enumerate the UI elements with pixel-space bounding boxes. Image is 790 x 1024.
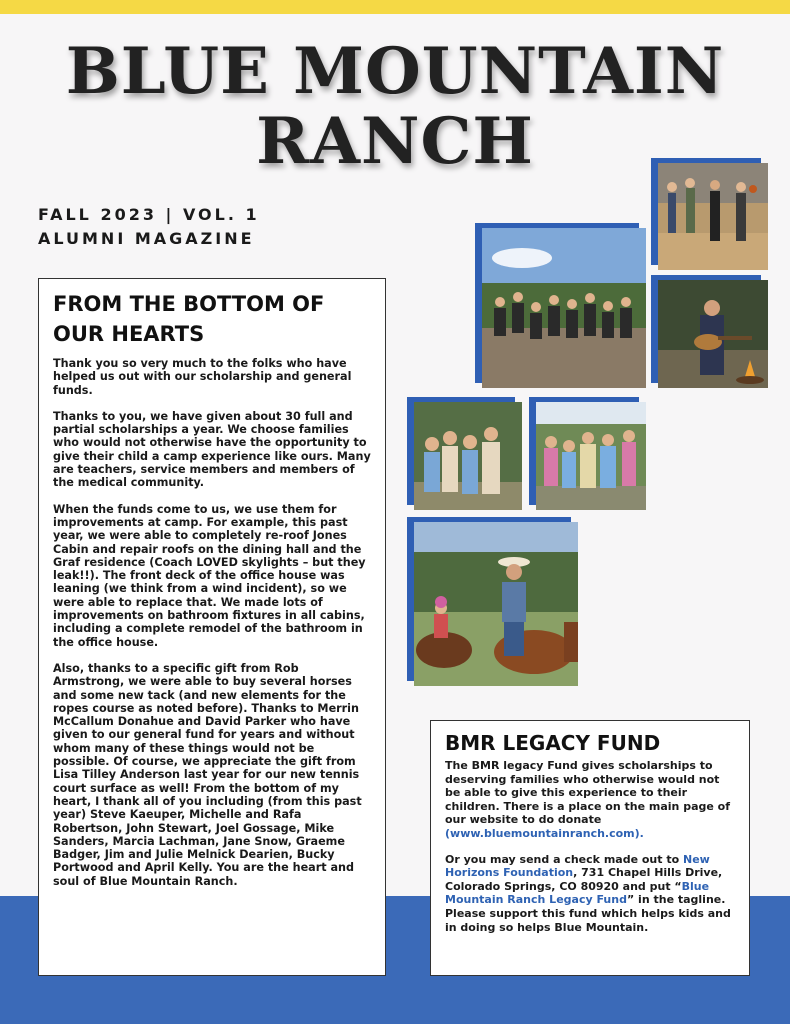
legacy-text: , 731 Chapel Hills Drive, Colorado Springs, CO 80920 and put “ xyxy=(445,866,723,893)
legacy-paragraph-1 xyxy=(445,759,735,841)
masthead-title-line1: BLUE MOUNTAIN xyxy=(65,34,725,109)
issue-info xyxy=(38,203,260,251)
legacy-fund-link[interactable]: Blue Mountain Ranch Legacy Fund xyxy=(445,879,710,907)
top-accent-bar xyxy=(0,0,790,14)
article-paragraph: Also, thanks to a specific gift from Rob Armstrong, we were able to buy several horses and some new tack (and new elements for the ropes course as noted before). Thanks to Merrin McCallum Donahue and David Parker who have given to our general fund for years and without whom many of these things would not be possible. Of course, we appreciate the gift from Lisa Tilley Anderson last year for our new tennis court surface as well! From the bottom of my heart, I thank all of you including (from this past year) Steve Kaeuper, Michelle and Rafa Robertson, John Stewart, Joel Gossage, Mike Sanders, Marcia Lachman, Jane Snow, Graeme Badger, Jim and Julie Melnick Dearien, Bucky Portwood and April Kelly. You are the heart and soul of Blue Mountain Ranch. xyxy=(53,661,362,888)
legacy-text: ” in the tagline. Please support this fund which helps kids and in doing so helps Blue Mountain. xyxy=(445,893,731,934)
legacy-fund-box xyxy=(430,720,750,976)
kids-group-photo-2 xyxy=(536,402,646,510)
basketball-gym-photo xyxy=(658,163,768,270)
article-heading: FROM THE BOTTOM OF OUR HEARTS xyxy=(53,292,325,346)
kids-group-photo-1 xyxy=(414,402,522,510)
new-horizons-link[interactable]: New Horizons Foundation xyxy=(445,852,710,880)
group-on-deck-photo xyxy=(482,228,646,388)
legacy-text: The BMR legacy Fund gives scholarships to deserving families who otherwise would not be able to give this experience to their children. There is a place on the main page of our website to do donate xyxy=(445,759,730,827)
legacy-heading: BMR LEGACY FUND xyxy=(445,731,661,755)
article-paragraph: When the funds come to us, we use them for improvements at camp. For example, this past year, we were able to completely re-roof Jones Cabin and repair roofs on the dining hall and the Graf residence (Coach LOVED skylights – but they leak!!). The front deck of the office house was leaning (we think from a wind incident), so we were able to replace that. We made lots of improvements on bathroom fixtures in all cabins, including a complete remodel of the bathroom in the office house. xyxy=(53,502,366,649)
masthead-title-line2: RANCH xyxy=(256,104,534,179)
issue-volume: FALL 2023 | VOL. 1 xyxy=(38,205,260,224)
article-paragraph: Thank you so very much to the folks who have helped us out with our scholarship and general funds. xyxy=(53,357,352,397)
issue-subtitle: ALUMNI MAGAZINE xyxy=(38,229,255,248)
horseback-photo xyxy=(414,522,578,686)
website-link[interactable]: (www.bluemountainranch.com). xyxy=(445,826,644,840)
legacy-text: Or you may send a check made out to xyxy=(445,852,683,866)
article-paragraph: Thanks to you, we have given about 30 full and partial scholarships a year. We choose families who would not otherwise have the opportunity to give their child a camp experience like ours. Many are teachers, service members and members of the medical community. xyxy=(53,409,371,490)
guitar-campfire-photo xyxy=(658,280,768,388)
article-box xyxy=(38,278,386,976)
legacy-paragraph-2 xyxy=(445,853,735,935)
